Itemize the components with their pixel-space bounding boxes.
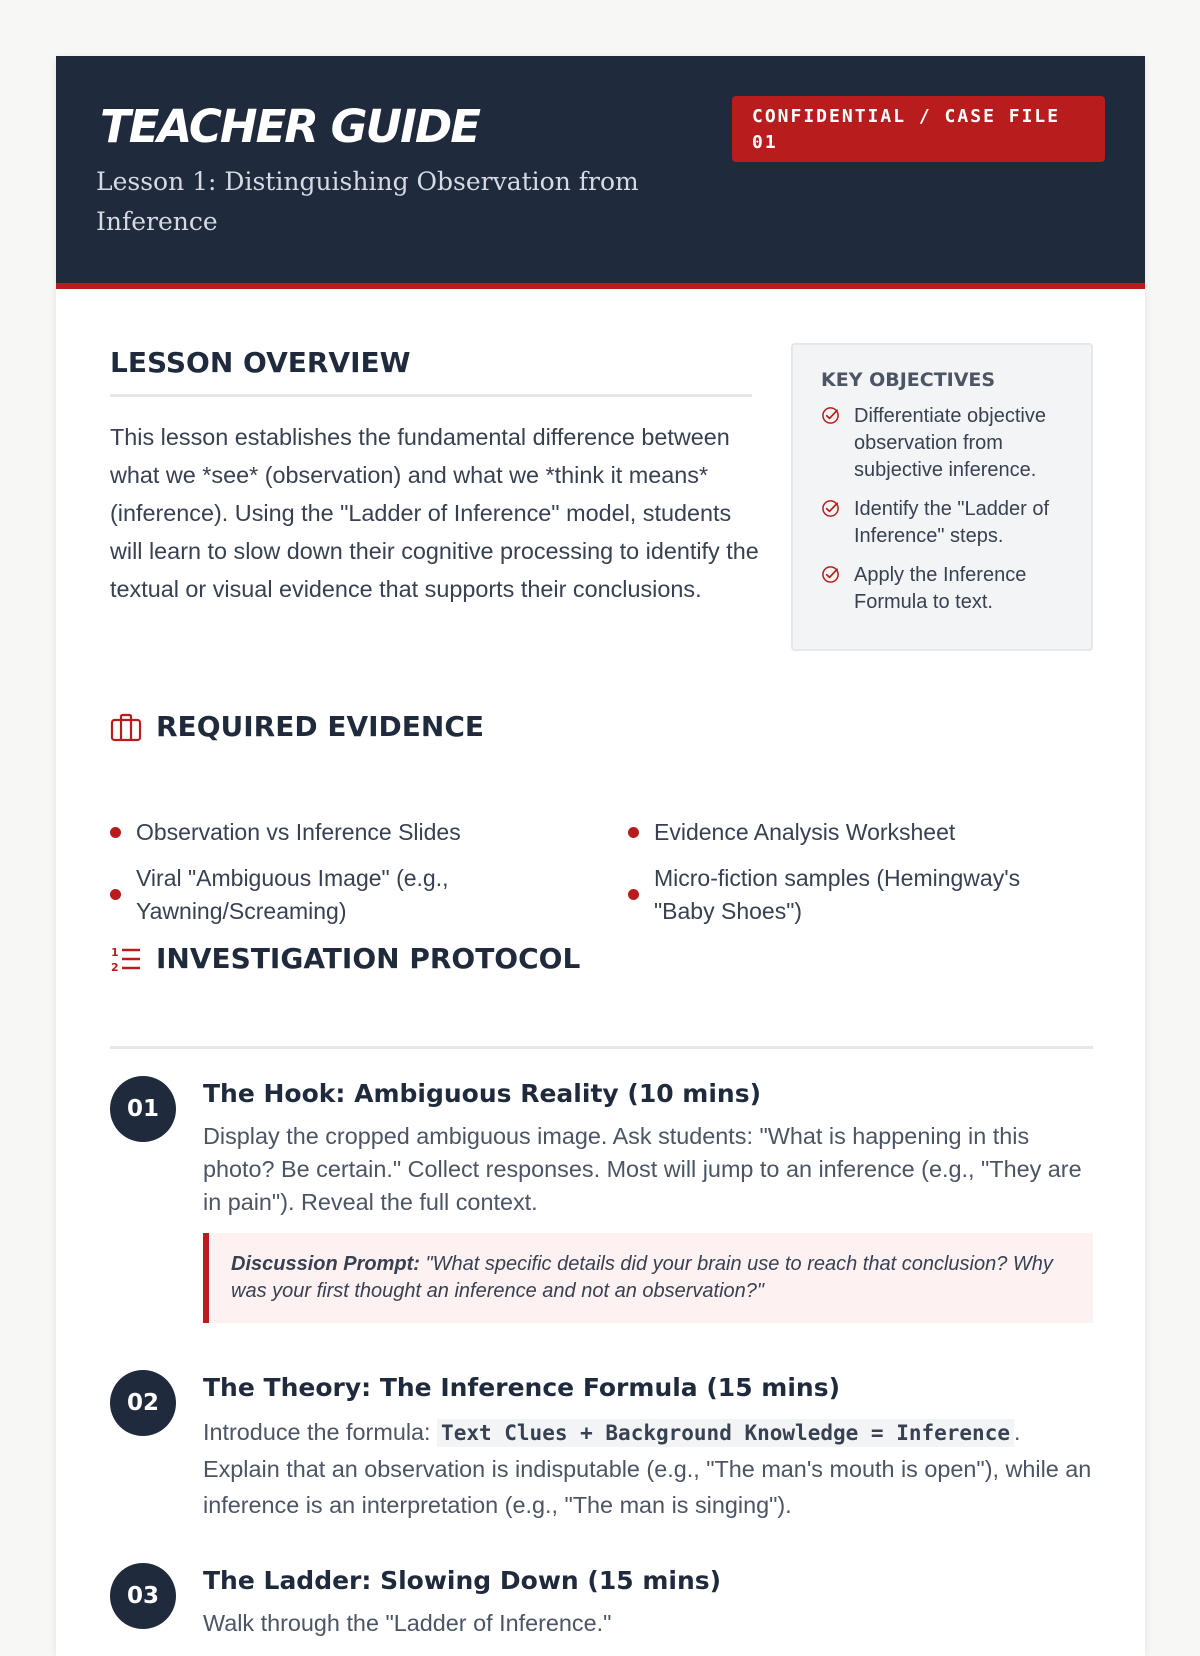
objective-text: Differentiate objective observation from subjective inference. [854, 405, 1046, 481]
objective-text: Identify the "Ladder of Inference" steps. [854, 498, 1050, 547]
confidential-badge: CONFIDENTIAL / CASE FILE 01 [732, 96, 1105, 162]
evidence-title: REQUIRED EVIDENCE [156, 710, 485, 743]
step-description [203, 1414, 1093, 1523]
step-title: The Theory: The Inference Formula (15 mins) [203, 1373, 841, 1402]
prompt-label: Discussion Prompt: [231, 1253, 420, 1275]
protocol-divider [110, 1046, 1093, 1049]
evidence-text: Observation vs Inference Slides [136, 819, 461, 845]
protocol-title: INVESTIGATION PROTOCOL [156, 942, 581, 975]
inference-formula: Text Clues + Background Knowledge = Inference [437, 1419, 1014, 1447]
objective-item [821, 403, 1065, 484]
overview-heading: LESSON OVERVIEW [110, 346, 411, 379]
evidence-text: Evidence Analysis Worksheet [654, 819, 956, 845]
step-number-badge: 03 [110, 1563, 176, 1629]
check-circle-icon [821, 565, 840, 584]
overview-text: This lesson establishes the fundamental difference between what we *see* (observation) and what we *think it means* (inference). Using the "Ladder of Inference" model, students will learn to slow down their cognitive processing to identify the textual or visual evidence that supports their conclusions. [110, 424, 759, 602]
step-content [203, 1370, 1093, 1523]
briefcase-icon [110, 711, 142, 743]
protocol-heading [110, 942, 580, 975]
evidence-item [110, 816, 461, 849]
overview-divider [110, 394, 752, 397]
step-content [203, 1563, 1093, 1640]
objective-item [821, 496, 1065, 550]
evidence-heading [110, 710, 484, 743]
bullet-dot [110, 827, 121, 838]
svg-text:1: 1 [111, 945, 119, 959]
evidence-text: Viral "Ambiguous Image" (e.g., Yawning/Screaming) [136, 865, 449, 924]
step-text-before: Introduce the formula: [203, 1419, 431, 1445]
numbered-list-icon [110, 943, 142, 975]
check-circle-icon [821, 499, 840, 518]
bullet-dot [628, 889, 639, 900]
page-title: TEACHER GUIDE [100, 100, 479, 153]
bullet-dot [110, 889, 121, 900]
bullet-dot [628, 827, 639, 838]
discussion-prompt [203, 1233, 1093, 1323]
key-objectives-box [791, 343, 1093, 651]
check-circle-icon [821, 406, 840, 425]
svg-text:2: 2 [111, 960, 119, 974]
header [56, 56, 1145, 289]
step-description: Display the cropped ambiguous image. Ask students: "What is happening in this photo? Be certain." Collect responses. Most will jump to an inference (e.g., "They are in pain"). Reveal the full context. [203, 1123, 1082, 1215]
evidence-text: Micro-fiction samples (Hemingway's "Baby Shoes") [654, 865, 1021, 924]
objective-item [821, 562, 1065, 616]
step-number-badge: 02 [110, 1370, 176, 1436]
teacher-guide-page [56, 56, 1145, 1656]
step-title: The Hook: Ambiguous Reality (10 mins) [203, 1079, 762, 1108]
step-content [203, 1076, 1093, 1323]
evidence-item [110, 862, 510, 928]
step-text-after: . Explain that an observation is indisputable (e.g., "The man's mouth is open"), while an inference is an interpretation (e.g., "The man is singing"). [203, 1419, 1092, 1518]
evidence-item [628, 862, 1058, 928]
step-description: Walk through the "Ladder of Inference." [203, 1610, 612, 1636]
step-title: The Ladder: Slowing Down (15 mins) [203, 1566, 722, 1595]
prompt-text: "What specific details did your brain use to reach that conclusion? Why was your first thought an inference and not an observation?" [231, 1253, 1053, 1302]
lesson-subtitle: Lesson 1: Distinguishing Observation from Inference [96, 167, 639, 236]
objective-text: Apply the Inference Formula to text. [854, 564, 1027, 613]
objectives-heading: KEY OBJECTIVES [821, 369, 996, 391]
evidence-item [628, 816, 955, 849]
step-number-badge: 01 [110, 1076, 176, 1142]
